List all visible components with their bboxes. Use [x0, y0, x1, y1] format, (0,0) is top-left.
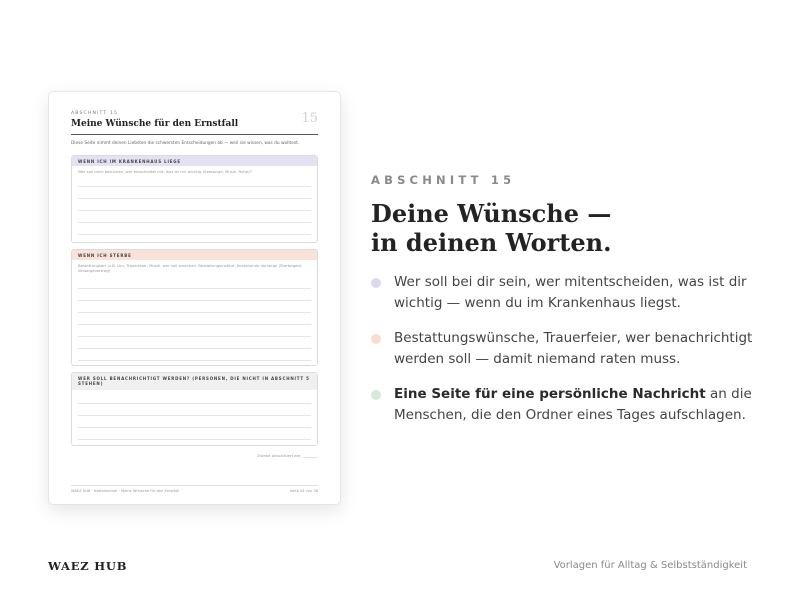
feature-item-message: [371, 384, 771, 426]
form-box-hospital: [71, 155, 318, 243]
brand-tagline: Vorlagen für Alltag & Selbstständigkeit: [553, 560, 747, 571]
form-box-prompt: Bestattungsart (z.B. Urn, Trauerfeier, Musik, wer soll sprechen, Bestattungsinstitut, bestehende Vorsorge (Sterbegeld, Vorsorgevertrag): [78, 263, 303, 273]
document-page-number: 15: [301, 111, 318, 126]
document-title: Meine Wünsche für den Ernstfall: [71, 119, 239, 129]
form-box-death: [71, 249, 318, 366]
feature-text: an die Menschen, die den Ordner eines Tages aufschlagen.: [394, 386, 752, 423]
document-preview: [48, 91, 341, 505]
form-box-notify: [71, 372, 318, 446]
form-box-heading: WER SOLL BENACHRICHTIGT WERDEN? (PERSONEN, DIE NICHT IN ABSCHNITT 5 STEHEN): [72, 373, 317, 390]
document-page: [71, 92, 318, 504]
document-intro: Diese Seite nimmt deinen Liebsten die schwersten Entscheidungen ab — weil sie wissen, was du wolltest.: [71, 141, 300, 146]
feature-text-bold: Eine Seite für eine persönliche Nachricht: [394, 386, 706, 402]
writing-lines: [78, 280, 311, 364]
section-eyebrow: ABSCHNITT 15: [371, 173, 516, 187]
feature-text: Bestattungswünsche, Trauerfeier, wer benachrichtigt werden soll — damit niemand raten muss.: [394, 330, 753, 367]
writing-lines: [78, 393, 311, 445]
footer-divider: [71, 485, 318, 486]
last-updated-label: Zuletzt aktualisiert am: ________: [257, 453, 318, 458]
form-box-heading: WENN ICH IM KRANKENHAUS LIEGE: [72, 156, 317, 166]
headline: [371, 199, 771, 257]
form-box-prompt: Wer soll mich besuchen, wer entscheidet mit, was ist mir wichtig (Seelsorge, Musik, Ruhe)?: [78, 169, 252, 174]
document-footer-right: Seite 24 von 38: [289, 489, 318, 493]
form-box-heading: WENN ICH STERBE: [72, 250, 317, 260]
feature-item-funeral: [371, 328, 771, 370]
document-footer-left: WAEZ HUB · Notfallordner · Meine Wünsche für den Ernstfall: [71, 489, 180, 493]
bullet-dot-icon: [371, 334, 381, 344]
feature-item-hospital: [371, 272, 771, 314]
headline-line-1: Deine Wünsche —: [371, 199, 612, 228]
feature-text: Wer soll bei dir sein, wer mitentscheiden, was ist dir wichtig — wenn du im Krankenhaus liegst.: [394, 274, 747, 311]
writing-lines: [78, 178, 311, 242]
bullet-dot-icon: [371, 390, 381, 400]
headline-line-2: in deinen Worten.: [371, 228, 612, 257]
brand-logo: WAEZ HUB: [48, 559, 128, 573]
bullet-dot-icon: [371, 278, 381, 288]
document-section-label: ABSCHNITT 15: [71, 111, 119, 116]
title-divider: [71, 134, 318, 135]
feature-list: [371, 272, 771, 440]
